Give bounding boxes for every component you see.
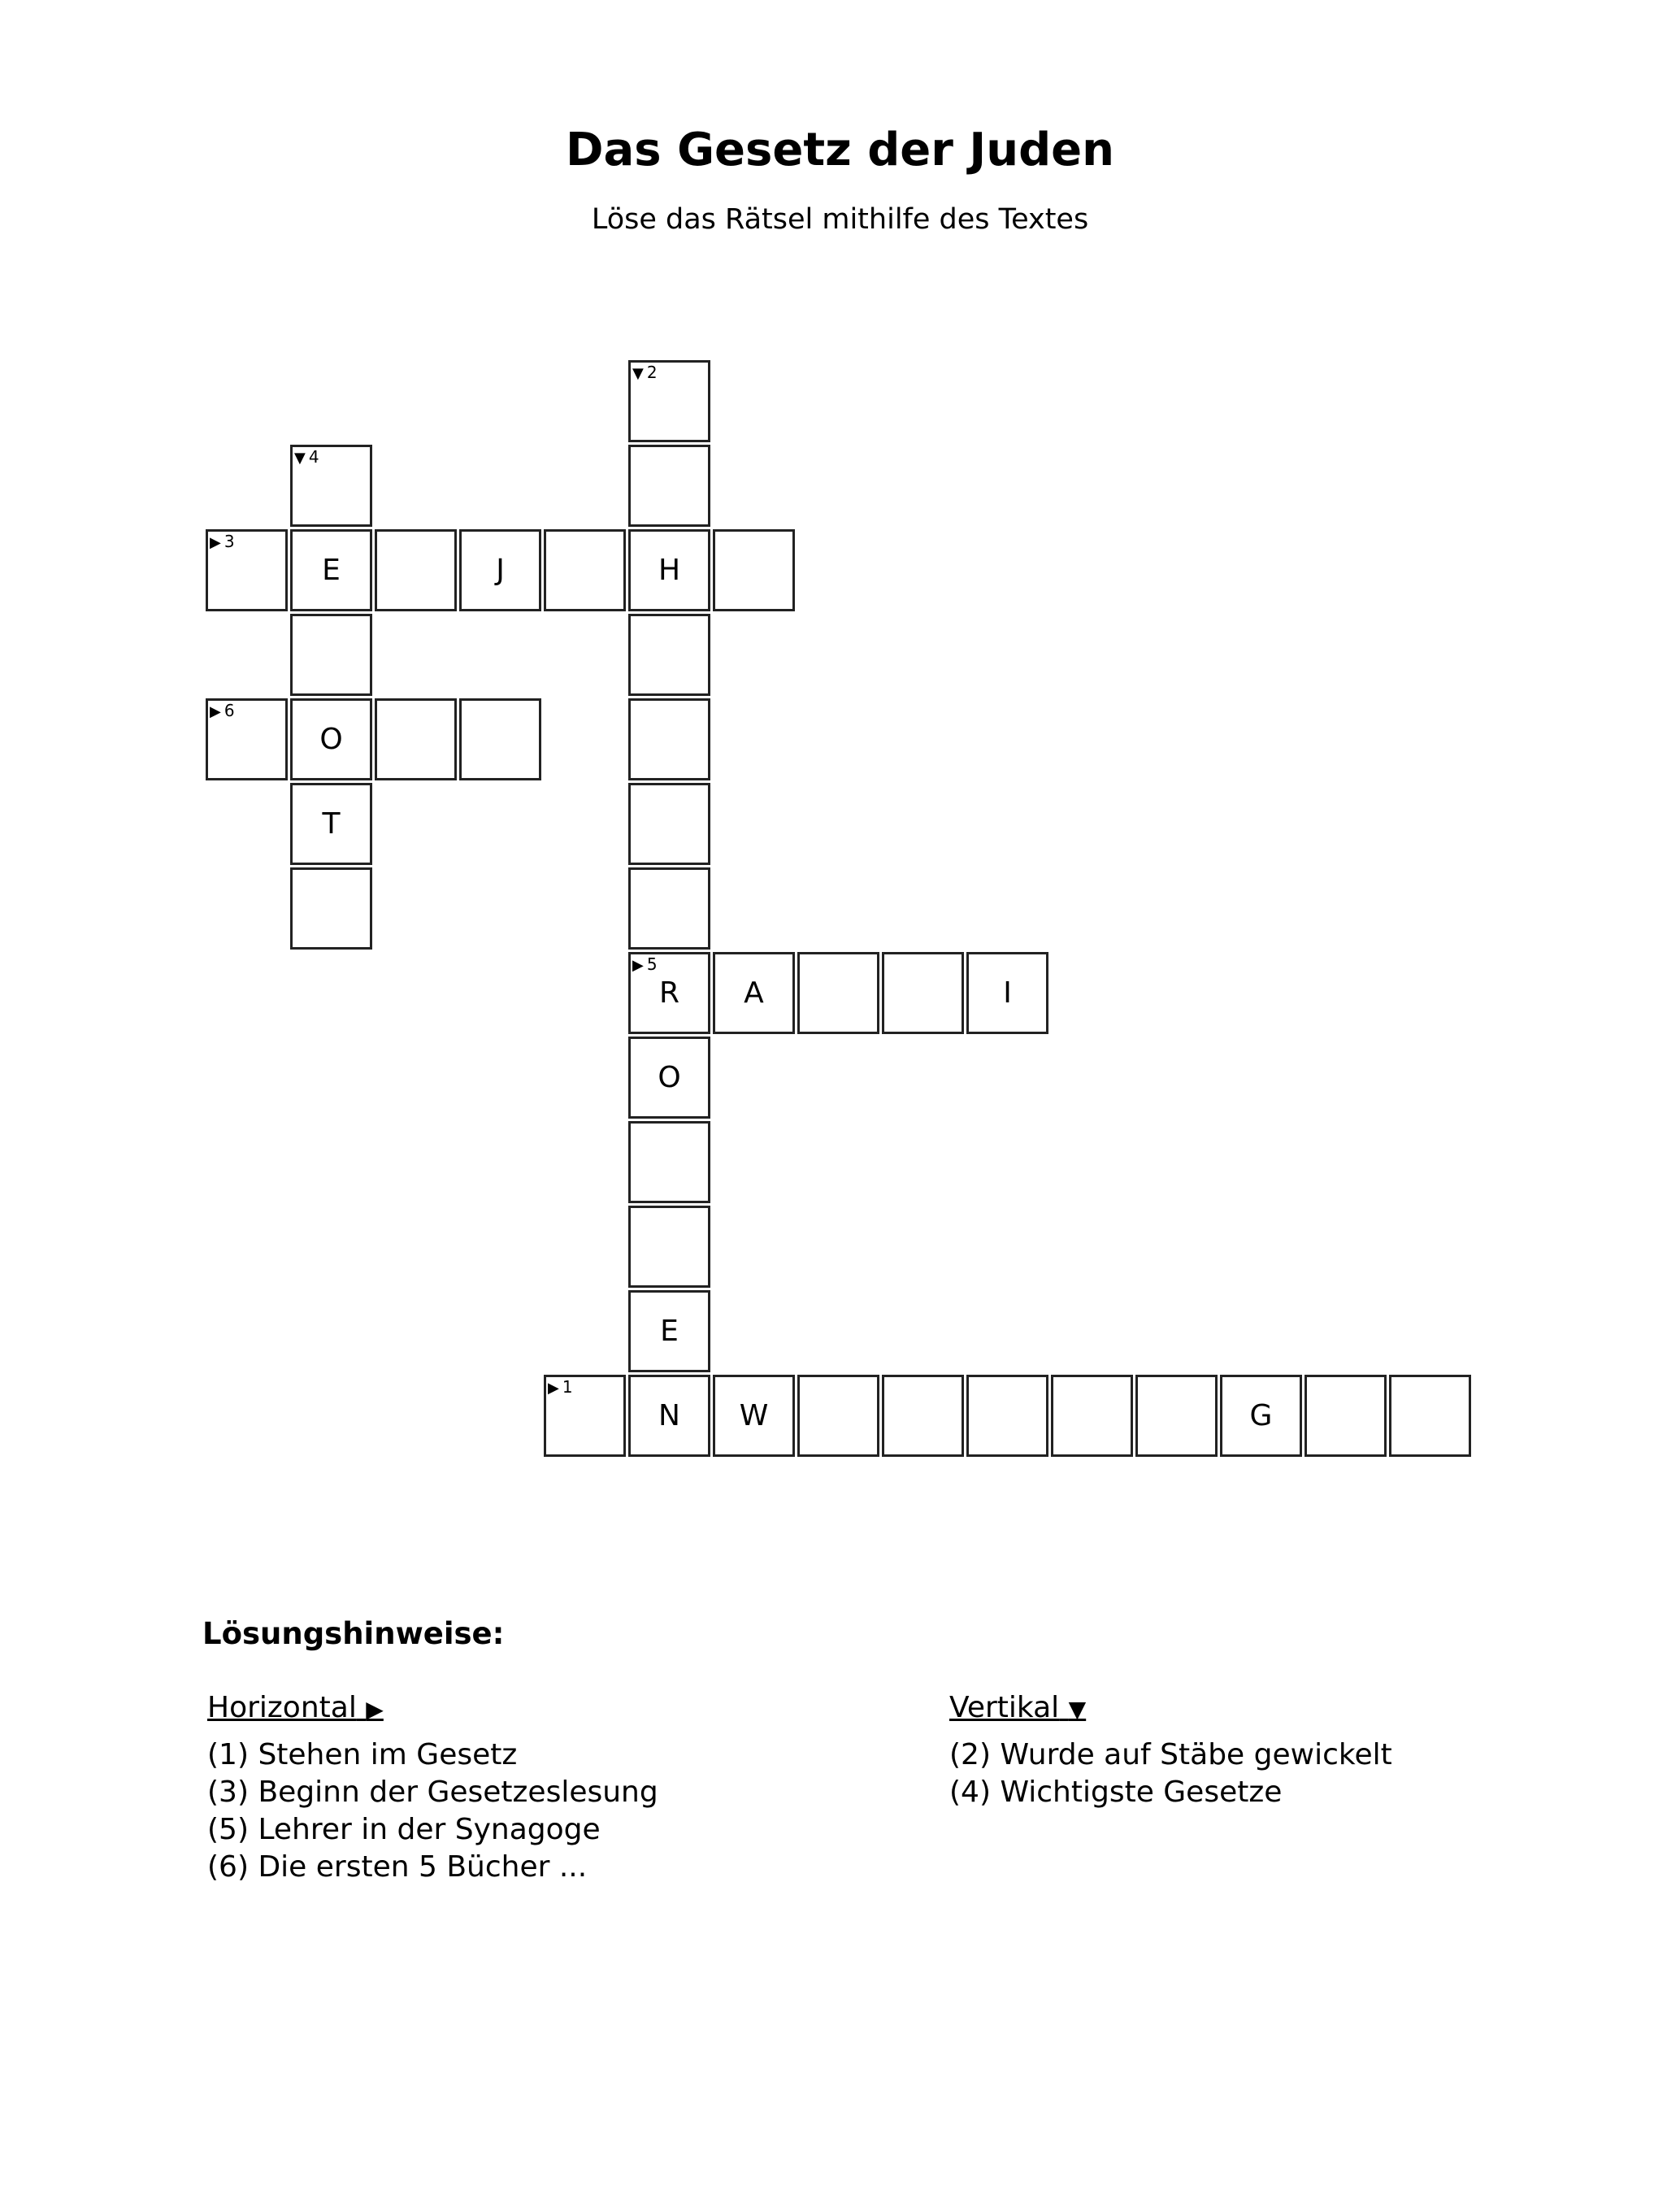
- cell-letter: W: [739, 1399, 769, 1432]
- cell-letter: [631, 363, 708, 440]
- clue-horizontal-3: (3) Beginn der Gesetzeslesung: [207, 1776, 658, 1809]
- horizontal-heading-label: Horizontal: [207, 1691, 357, 1724]
- crossword-cell[interactable]: [966, 1375, 1048, 1457]
- crossword-cell[interactable]: [459, 529, 541, 611]
- vertical-clues: [949, 1689, 1392, 1811]
- crossword-cell[interactable]: [290, 529, 372, 611]
- cell-letter: G: [1249, 1399, 1273, 1432]
- cell-letter: [631, 785, 708, 863]
- crossword-cell[interactable]: [1051, 1375, 1133, 1457]
- cell-letter: [293, 616, 370, 693]
- crossword-cell[interactable]: [628, 445, 710, 527]
- clue-horizontal-5: (5) Lehrer in der Synagoge: [207, 1813, 601, 1846]
- clue-number-label: 3: [224, 532, 235, 551]
- clue-number-label: 4: [308, 447, 319, 467]
- crossword-cell[interactable]: [797, 1375, 879, 1457]
- crossword-cell[interactable]: [1304, 1375, 1387, 1457]
- crossword-cell[interactable]: [628, 1375, 710, 1457]
- crossword-cell[interactable]: [628, 783, 710, 865]
- cell-letter: [631, 870, 708, 947]
- cell-letter: H: [658, 554, 681, 587]
- crossword-cell[interactable]: [628, 1290, 710, 1372]
- arrow-down-icon: ▼: [632, 365, 644, 382]
- crossword-cell[interactable]: [966, 952, 1048, 1034]
- horizontal-clues: [207, 1689, 658, 1886]
- cell-letter: [969, 1377, 1046, 1454]
- crossword-cell[interactable]: [544, 1375, 626, 1457]
- cell-letter: [631, 1124, 708, 1201]
- cell-letter: [884, 954, 962, 1032]
- cell-letter: [1138, 1377, 1215, 1454]
- vertical-heading: [949, 1689, 1392, 1728]
- arrow-down-icon: ▼: [294, 450, 306, 467]
- horizontal-heading: [207, 1689, 658, 1728]
- cell-letter: E: [322, 554, 341, 587]
- crossword-cell[interactable]: [628, 952, 710, 1034]
- crossword-cell[interactable]: [713, 952, 795, 1034]
- arrow-down-icon: ▼: [1068, 1696, 1087, 1723]
- cell-letter: [377, 532, 454, 609]
- crossword-cell[interactable]: [628, 614, 710, 696]
- clue-vertical-4: (4) Wichtigste Gesetze: [949, 1776, 1283, 1809]
- cell-letter: [462, 701, 539, 778]
- crossword-cell[interactable]: [290, 698, 372, 780]
- crossword-cell[interactable]: [628, 529, 710, 611]
- crossword-cell[interactable]: [290, 783, 372, 865]
- cell-letter: [377, 701, 454, 778]
- cell-letter: [208, 701, 285, 778]
- cell-letter: [631, 616, 708, 693]
- crossword-cell[interactable]: [1220, 1375, 1302, 1457]
- crossword-cell[interactable]: [797, 952, 879, 1034]
- crossword-cell[interactable]: [1135, 1375, 1218, 1457]
- crossword-cell[interactable]: [290, 867, 372, 950]
- clue-number-label: 2: [646, 363, 658, 382]
- crossword-cell[interactable]: [459, 698, 541, 780]
- cell-letter: [546, 532, 623, 609]
- cell-letter: [293, 447, 370, 524]
- crossword-cell[interactable]: [882, 1375, 964, 1457]
- arrow-right-icon: ▶: [548, 1380, 559, 1397]
- crossword-cell[interactable]: [713, 529, 795, 611]
- arrow-right-icon: ▶: [210, 534, 221, 551]
- cell-letter: [1307, 1377, 1384, 1454]
- cell-letter: [800, 1377, 877, 1454]
- crossword-cell[interactable]: [290, 445, 372, 527]
- arrow-right-icon: ▶: [632, 957, 644, 974]
- cell-letter: A: [744, 976, 764, 1010]
- cell-letter: [715, 532, 792, 609]
- crossword-cell[interactable]: [628, 698, 710, 780]
- crossword-cell[interactable]: [1389, 1375, 1471, 1457]
- cell-letter: I: [1003, 976, 1012, 1010]
- cell-letter: N: [658, 1399, 680, 1432]
- clue-number-label: 1: [562, 1377, 573, 1397]
- cell-letter: R: [658, 976, 679, 1010]
- clue-horizontal-6: (6) Die ersten 5 Bücher ...: [207, 1850, 588, 1884]
- crossword-cell[interactable]: [713, 1375, 795, 1457]
- clue-vertical-2: (2) Wurde auf Stäbe gewickelt: [949, 1738, 1392, 1771]
- crossword-cell[interactable]: [375, 698, 457, 780]
- crossword-cell[interactable]: [628, 1121, 710, 1203]
- crossword-cell[interactable]: [290, 614, 372, 696]
- cell-letter: [546, 1377, 623, 1454]
- arrow-right-icon: ▶: [366, 1696, 384, 1723]
- cell-letter: [884, 1377, 962, 1454]
- vertical-heading-label: Vertikal: [949, 1691, 1060, 1724]
- cell-letter: [631, 701, 708, 778]
- hints-heading: Lösungshinweise:: [202, 1616, 505, 1651]
- crossword-cell[interactable]: [206, 529, 288, 611]
- cell-letter: J: [496, 554, 505, 587]
- crossword-cell[interactable]: [628, 1037, 710, 1119]
- crossword-cell[interactable]: [544, 529, 626, 611]
- cell-letter: [800, 954, 877, 1032]
- cell-letter: O: [319, 723, 343, 756]
- clue-number-label: 5: [646, 954, 658, 974]
- page-title: Das Gesetz der Juden: [565, 124, 1115, 176]
- cell-letter: [1053, 1377, 1131, 1454]
- cell-letter: T: [322, 807, 341, 841]
- crossword-cell[interactable]: [206, 698, 288, 780]
- clue-horizontal-1: (1) Stehen im Gesetz: [207, 1738, 518, 1771]
- cell-letter: [631, 447, 708, 524]
- cell-letter: [293, 870, 370, 947]
- arrow-right-icon: ▶: [210, 703, 221, 720]
- clue-number-label: 6: [224, 701, 235, 720]
- crossword-cell[interactable]: [628, 1206, 710, 1288]
- cell-letter: E: [660, 1315, 679, 1348]
- page-subtitle: Löse das Rätsel mithilfe des Textes: [591, 203, 1089, 236]
- cell-letter: [631, 1208, 708, 1285]
- cell-letter: O: [658, 1061, 681, 1094]
- cell-letter: [208, 532, 285, 609]
- crossword-cell[interactable]: [882, 952, 964, 1034]
- crossword-cell[interactable]: [628, 867, 710, 950]
- crossword-cell[interactable]: [628, 360, 710, 442]
- crossword-cell[interactable]: [375, 529, 457, 611]
- cell-letter: [1391, 1377, 1469, 1454]
